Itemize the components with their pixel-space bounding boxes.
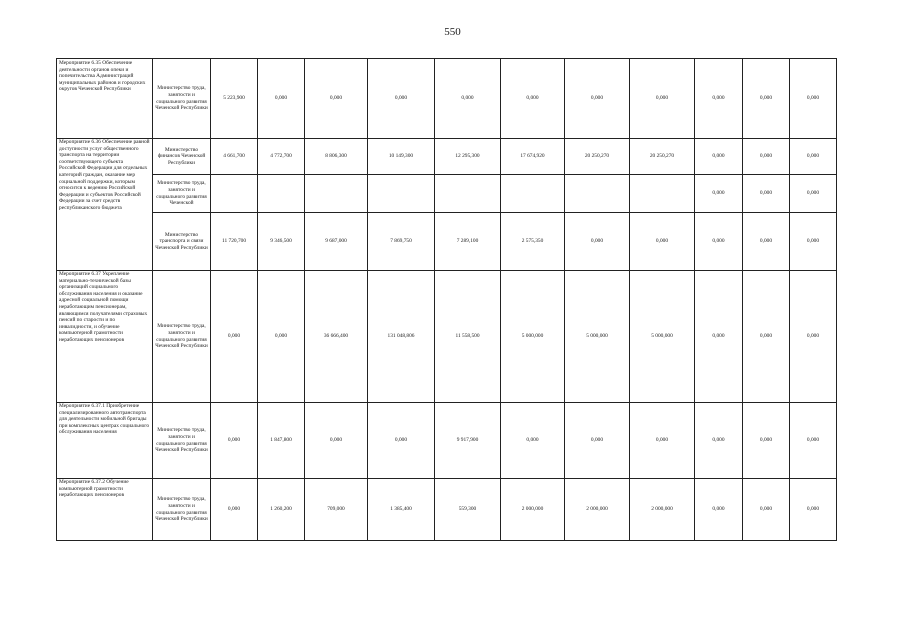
value-cell: 7 289,100 [435, 213, 501, 271]
value-cell: 2 575,350 [501, 213, 565, 271]
value-cell [305, 175, 368, 213]
value-cell: 0,000 [501, 59, 565, 139]
page-number: 550 [444, 26, 461, 38]
measure-name-cell: Мероприятие 6.37.1 Приобретение специализированного автотранспорта для деятельности мобильной бригады при комплексных центрах социального обслуживания населения [57, 403, 153, 479]
value-cell: 0,000 [695, 479, 743, 541]
value-cell: 0,000 [211, 403, 258, 479]
value-cell: 1 385,400 [368, 479, 435, 541]
value-cell: 0,000 [501, 403, 565, 479]
value-cell: 0,000 [743, 139, 790, 175]
value-cell: 0,000 [695, 213, 743, 271]
executor-cell: Министерство финансов Чеченской Республики [153, 139, 211, 175]
value-cell: 0,000 [305, 59, 368, 139]
value-cell [368, 175, 435, 213]
measure-name-cell: Мероприятие 6.36 Обеспечение равной доступности услуг общественного транспорта на территории соответствующего субъекта Российской Федерации для отдельных категорий граждан, оказание мер социальной поддержки, которым относится к ведению Российской Федерации и субъектов Российской Федерации за счет средств республиканского бюджета [57, 139, 153, 271]
executor-cell: Министерство транспорта и связи Чеченской Республики [153, 213, 211, 271]
executor-cell: Министерство труда, занятости и социального развития Чеченской Республики [153, 403, 211, 479]
table-row [57, 139, 837, 175]
value-cell [630, 175, 695, 213]
table-row [57, 271, 837, 403]
value-cell: 0,000 [743, 213, 790, 271]
value-cell: 0,000 [211, 479, 258, 541]
value-cell [565, 175, 630, 213]
value-cell: 0,000 [743, 175, 790, 213]
value-cell: 4 661,700 [211, 139, 258, 175]
value-cell: 0,000 [630, 213, 695, 271]
value-cell [258, 175, 305, 213]
value-cell [435, 175, 501, 213]
table-row [57, 175, 837, 213]
value-cell: 0,000 [565, 403, 630, 479]
value-cell: 5 000,000 [565, 271, 630, 403]
value-cell: 0,000 [368, 403, 435, 479]
table-row [57, 479, 837, 541]
table-row [57, 403, 837, 479]
value-cell: 0,000 [743, 271, 790, 403]
value-cell: 0,000 [565, 59, 630, 139]
value-cell: 0,000 [211, 271, 258, 403]
value-cell: 0,000 [790, 271, 837, 403]
value-cell: 9 917,900 [435, 403, 501, 479]
value-cell: 0,000 [790, 175, 837, 213]
value-cell: 0,000 [695, 139, 743, 175]
value-cell: 131 048,806 [368, 271, 435, 403]
value-cell: 12 295,300 [435, 139, 501, 175]
table-row [57, 213, 837, 271]
value-cell: 0,000 [695, 271, 743, 403]
value-cell: 0,000 [790, 139, 837, 175]
value-cell: 0,000 [695, 403, 743, 479]
value-cell: 559,300 [435, 479, 501, 541]
value-cell: 2 000,000 [565, 479, 630, 541]
table-row [57, 59, 837, 139]
executor-cell: Министерство труда, занятости и социального развития Чеченской Республики [153, 479, 211, 541]
value-cell: 17 674,920 [501, 139, 565, 175]
value-cell: 709,000 [305, 479, 368, 541]
value-cell: 1 260,200 [258, 479, 305, 541]
value-cell: 8 806,300 [305, 139, 368, 175]
value-cell: 5 000,000 [630, 271, 695, 403]
value-cell: 0,000 [790, 59, 837, 139]
value-cell: 36 666,400 [305, 271, 368, 403]
value-cell: 2 000,000 [501, 479, 565, 541]
value-cell: 0,000 [743, 479, 790, 541]
value-cell: 2 000,000 [630, 479, 695, 541]
value-cell: 0,000 [743, 403, 790, 479]
measure-name-cell: Мероприятие 6.35 Обеспечение деятельности органов опеки и попечительства Администраций муниципальных районов и городских округов Чеченской Республики [57, 59, 153, 139]
executor-cell: Министерство труда, занятости и социального развития Чеченской Республики [153, 59, 211, 139]
value-cell [501, 175, 565, 213]
value-cell: 9 346,500 [258, 213, 305, 271]
value-cell: 0,000 [695, 175, 743, 213]
value-cell: 9 687,000 [305, 213, 368, 271]
value-cell: 5 223,900 [211, 59, 258, 139]
value-cell: 0,000 [565, 213, 630, 271]
value-cell: 0,000 [368, 59, 435, 139]
value-cell: 0,000 [630, 59, 695, 139]
value-cell: 0,000 [743, 59, 790, 139]
executor-cell: Министерство труда, занятости и социального развития Чеченской Республики [153, 271, 211, 403]
value-cell: 0,000 [790, 213, 837, 271]
value-cell [211, 175, 258, 213]
value-cell: 1 847,800 [258, 403, 305, 479]
measure-name-cell: Мероприятие 6.37 Укрепление материально-технической базы организаций социального обслуживания населения и оказание адресной социальной помощи неработающим пенсионерам, являющимся получателями страховых пенсий по старости и по инвалидности, и обучение компьютерной грамотности неработающих пенсионеров [57, 271, 153, 403]
measure-name-cell: Мероприятие 6.37.2 Обучение компьютерной грамотности неработающих пенсионеров [57, 479, 153, 541]
value-cell: 20 250,270 [565, 139, 630, 175]
value-cell: 0,000 [790, 403, 837, 479]
value-cell: 7 869,750 [368, 213, 435, 271]
budget-table [56, 58, 837, 541]
value-cell: 0,000 [435, 59, 501, 139]
value-cell: 0,000 [258, 271, 305, 403]
value-cell: 0,000 [305, 403, 368, 479]
value-cell: 0,000 [695, 59, 743, 139]
value-cell: 10 149,300 [368, 139, 435, 175]
value-cell: 5 000,000 [501, 271, 565, 403]
value-cell: 0,000 [258, 59, 305, 139]
value-cell: 0,000 [630, 403, 695, 479]
value-cell: 11 720,700 [211, 213, 258, 271]
value-cell: 0,000 [790, 479, 837, 541]
value-cell: 20 250,270 [630, 139, 695, 175]
executor-cell: Министерство труда, занятости и социального развития Чеченской [153, 175, 211, 213]
value-cell: 4 772,700 [258, 139, 305, 175]
value-cell: 11 558,500 [435, 271, 501, 403]
